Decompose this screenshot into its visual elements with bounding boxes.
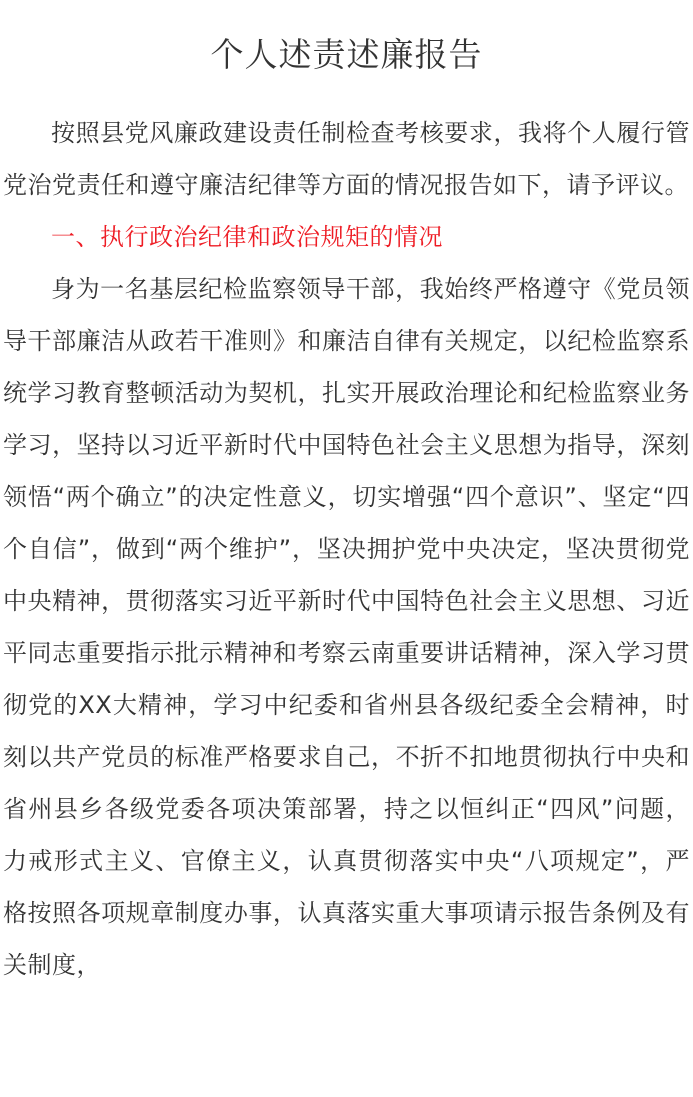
document-title: 个人述责述廉报告 — [210, 35, 483, 74]
body-paragraph: 身为一名基层纪检监察领导干部，我始终严格遵守《党员领导干部廉洁从政若干准则》和廉洁自律有关规定，以纪检监察系统学习教育整顿活动为契机，扎实开展政治理论和纪检监察业务学习，坚持以习近平新时代中国特色社会主义思想为指导，深刻领悟“两个确立”的决定性意义，切实增强“四个意识”、坚定“四个自信”，做到“两个维护”，坚决拥护党中央决定，坚决贯彻党中央精神，贯彻落实习近平新时代中国特色社会主义思想、习近平同志重要指示批示精神和考察云南重要讲话精神，深入学习贯彻党的XX大精神，学习中纪委和省州县各级纪委全会精神，时刻以共产党员的标准严格要求自己，不折不扣地贯彻执行中央和省州县乡各级党委各项决策部署，持之以恒纠正“四风”问题，力戒形式主义、官僚主义，认真贯彻落实中央“八项规定”，严格按照各项规章制度办事，认真落实重大事项请示报告条例及有关制度， — [3, 275, 690, 979]
intro-paragraph: 按照县党风廉政建设责任制检查考核要求，我将个人履行管党治党责任和遵守廉洁纪律等方面的情况报告如下，请予评议。 — [3, 119, 690, 199]
section-heading: 一、执行政治纪律和政治规矩的情况 — [51, 223, 443, 251]
